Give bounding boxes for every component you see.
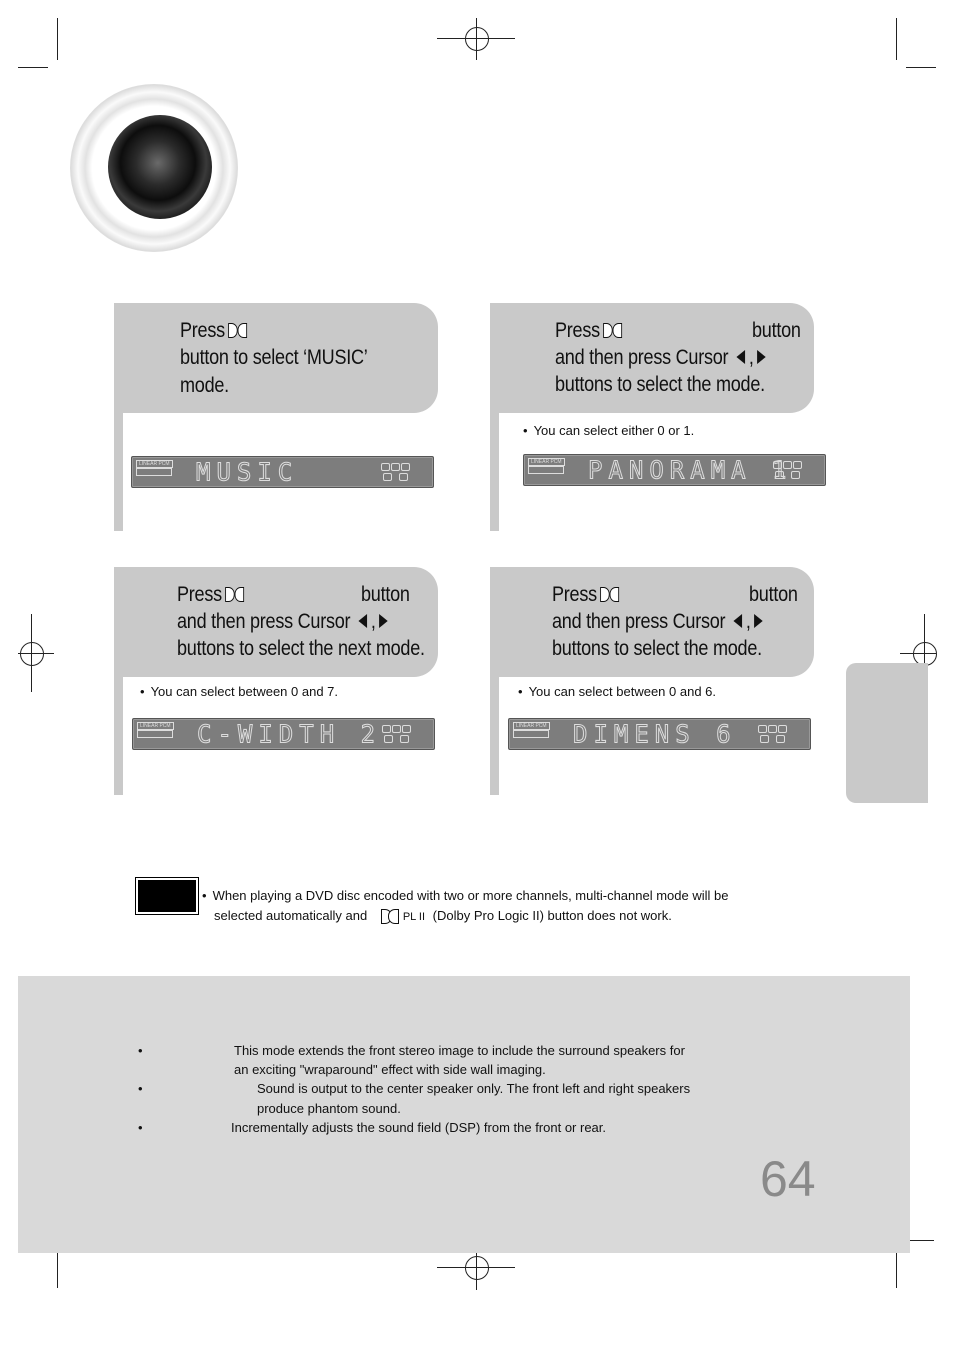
cursor-right-icon [379, 614, 388, 628]
dolby-pl-icon [381, 909, 399, 921]
lcd-mode-text: PANORAMA 1 [588, 455, 793, 485]
step3-line2: and then press Cursor , [177, 608, 388, 635]
bullet-2-marker: • [138, 1081, 143, 1096]
lcd-mode-text: DIMENS 6 [573, 719, 737, 749]
bullet-1-marker: • [138, 1043, 143, 1058]
step4-button-word: button [749, 583, 798, 606]
bullet-1-line1: This mode extends the front stereo image to include the surround speakers for [234, 1043, 685, 1058]
step1-line1: Press [180, 317, 251, 344]
step2-note: • You can select either 0 or 1. [523, 423, 695, 438]
step2-line3: buttons to select the mode. [555, 373, 765, 396]
mode-description-section [18, 976, 910, 1253]
step2-button-word: button [752, 319, 801, 342]
note-line-1: • When playing a DVD disc encoded with two or more channels, multi-channel mode will be [202, 888, 729, 903]
step4-line3: buttons to select the mode. [552, 637, 762, 660]
step3-note: • You can select between 0 and 7. [140, 684, 339, 699]
step2-line2: and then press Cursor , [555, 344, 766, 371]
bullet-2-line2: produce phantom sound. [257, 1101, 401, 1116]
linear-pcm-label: LINEAR PCM [528, 458, 565, 466]
lcd-mode-text: MUSIC [196, 457, 299, 487]
speaker-cone-graphic [108, 115, 212, 219]
bullet-2-line1: Sound is output to the center speaker only. The front left and right speakers [257, 1081, 691, 1096]
linear-pcm-label: LINEAR PCM [136, 460, 173, 468]
step4-note: • You can select between 0 and 6. [518, 684, 717, 699]
speaker-indicator-icon [381, 463, 411, 481]
step4-line2: and then press Cursor , [552, 608, 763, 635]
step1-line3: mode. [180, 374, 229, 397]
step4-line1: Press [552, 581, 623, 608]
dolby-pl-icon [600, 587, 619, 602]
step1-line2: button to select ‘MUSIC’ [180, 346, 368, 369]
lcd-mode-text: C-WIDTH 2 [197, 719, 382, 749]
cursor-left-icon [734, 614, 743, 628]
step3-button-word: button [361, 583, 410, 606]
page-number: 64 [760, 1151, 816, 1207]
dolby-pl-icon [603, 323, 622, 338]
dolby-pl-icon [228, 323, 247, 338]
dolby-pl-icon [225, 587, 244, 602]
step-panel-music [114, 303, 438, 531]
lcd-display-c-width [132, 718, 435, 750]
step2-line1: Press [555, 317, 626, 344]
linear-pcm-label: LINEAR PCM [513, 722, 550, 730]
bullet-3-line1: Incrementally adjusts the sound field (DSP) from the front or rear. [231, 1120, 607, 1135]
cursor-right-icon [754, 614, 763, 628]
lcd-display-panorama [523, 454, 826, 486]
speaker-indicator-icon [382, 725, 412, 743]
step3-line1: Press [177, 581, 248, 608]
chapter-side-tab [846, 663, 928, 803]
bullet-3-marker: • [138, 1120, 143, 1135]
lcd-display-music [131, 456, 434, 488]
linear-pcm-label: LINEAR PCM [137, 722, 174, 730]
cursor-left-icon [737, 350, 746, 364]
pl-label: PL II [402, 911, 426, 923]
cursor-left-icon [359, 614, 368, 628]
note-marker [136, 878, 198, 914]
cursor-right-icon [757, 350, 766, 364]
note-line-2: selected automatically and PL II (Dolby Pro Logic II) button does not work. [214, 908, 672, 923]
speaker-indicator-icon [758, 725, 788, 743]
lcd-display-dimension [508, 718, 811, 750]
step3-line3: buttons to select the next mode. [177, 637, 425, 660]
speaker-indicator-icon [773, 461, 803, 479]
bullet-1-line2: an exciting "wraparound" effect with side wall imaging. [234, 1062, 546, 1077]
